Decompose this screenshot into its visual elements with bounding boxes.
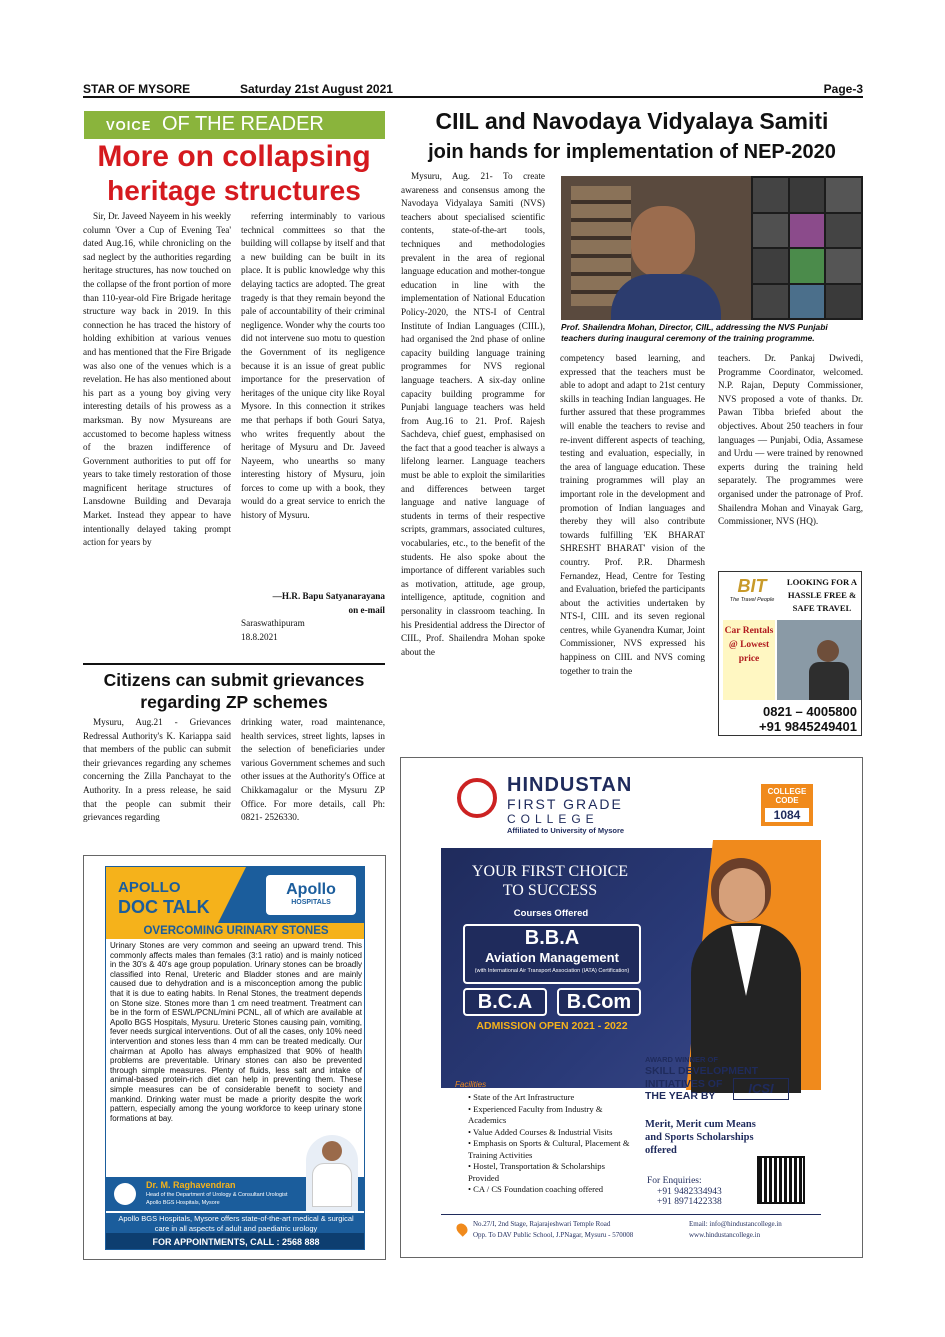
voice-of-reader-banner (84, 111, 385, 139)
apollo-label-1: APOLLO (118, 879, 181, 896)
letter-headline-2: heritage structures (107, 175, 361, 206)
zp-headline-1: Citizens can submit grievances (103, 670, 365, 690)
ciil-col-1: Mysuru, Aug. 21- To create awareness and consensus among the Navodaya Vidyalaya Samiti (NVS) teachers about specialised scientific contents, state-of-the-art tools, techniques and methodologies prevalent in the area of regional language education and mother-tongue education in line with the implementation of National Education Policy-2020, the NTS-I of Central Institute of Indian Languages (CIIL), had organised the 2nd phase of online capacity building language training programmes for NVS regional language teachers. A six-day online capacity building programme for Punjabi language teachers was held from Aug.16 to 21. Prof. Rajesh Sachdeva, chief guest, emphasised on the fact that a good teacher is always a lifelong learner. Language teachers must be able to exploit the similarities and differences between target language and native language of students in terms of their respective scripts, grammars, associated cultures, vocabularies, etc., to the benefit of the students. He also spoke about the importance of different variables such as motivation, attitude, age group, intelligence, aptitude, cognition and personality in classroom teaching. In his Presidential address the Director of CIIL, Prof. Shailendra Mohan spoke about the (401, 171, 545, 657)
merit-text: Merit, Merit cum Means and Sports Scholarships offered (645, 1119, 756, 1156)
apollo-ad (105, 866, 365, 1250)
bit-car-rentals: Car Rentals @ Lowest price (723, 620, 775, 700)
qr-code (759, 1158, 803, 1202)
enquiries: For Enquiries: +91 9482334943 +91 8971422338 (647, 1176, 722, 1207)
page-header (83, 82, 863, 98)
voice-label: OF THE READER (162, 113, 324, 135)
zp-headline-2: regarding ZP schemes (140, 692, 328, 712)
bit-slogan: LOOKING FOR A HASSLE FREE & SAFE TRAVEL (786, 577, 858, 613)
bit-logo: BIT The Travel People (729, 576, 775, 603)
speaker-face (631, 206, 695, 278)
college-name-3: COLLEGE (507, 812, 599, 826)
voice-tag: VOICE (106, 118, 152, 133)
award-title: SKILL DEVELOPMENT INITIATIVES OF THE YEAR BY (645, 1065, 758, 1102)
college-code-badge: COLLEGE CODE 1084 (761, 784, 813, 826)
facility-item: • Hostel, Transportation & Scholarships Provided (468, 1161, 638, 1184)
apollo-body: Urinary Stones are very common and seeing an upward trend. This commonly affects males than females (3:1 ratio) and is mainly noticed in the 30's & 40's age group population. Urinary stones can be broadly classified into Renal, Ureteric and Bladder stones and are mainly caused due to dehydration and is a misconception among the public that it is due to eating habits. In Renal Stones, the treatment depends on Stone size. Stones more than 1 cm need treatment. Treatment can be in the form of ESWL/PCNL/mini PCNL, all of which are available at Apollo BGS Hospitals, Mysuru. Ureteric Stones causing pain, vomiting, fever needs surgical interventions. Out of all the cases, only 10% need intervention and stones less than 4 mm can be treated medically. Our chairman at Apollo has always emphasized that 90% of health problems are preventable. Urinary stones can also be prevented through simple measures. Plenty of fluids, less salt and intake of animal-based protein-rich diet can help in preventing them. These simple measures can be of considerable benefit to society and mankind. Drinking water must be made a priority despite the work pattern, especially among the young workforce to keep urinary stone formations at bay. (110, 941, 362, 1123)
letter-date: 18.8.2021 (241, 631, 278, 642)
course-bba: B.B.A Aviation Management (with International Air Transport Association (IATA) Certification) (463, 924, 641, 984)
ciil-headline-1: CIIL and Navodaya Vidyalaya Samiti (435, 108, 829, 134)
college-email: Email: info@hindustancollege.in (689, 1220, 782, 1228)
college-website: www.hindustancollege.in (689, 1231, 761, 1239)
facility-item: • State of the Art Infrastructure (468, 1092, 638, 1104)
paper-name: STAR OF MYSORE (83, 82, 191, 96)
speaker-shirt (611, 274, 721, 320)
college-emblem-icon (457, 778, 497, 818)
ciil-meeting-photo (561, 176, 863, 320)
zp-col-2: drinking water, road maintenance, health services, street lights, lapses in the selection of beneficiaries under various Government schemes and such other issues at the Authority's Office at Chikkamagalur or the Mysuru ZP Office. For more details, call Ph: 0821- 2526330. (241, 717, 385, 823)
college-address-1: No.27/I, 2nd Stage, Rajarajeshwari Temple Road (473, 1220, 611, 1228)
student-face (719, 868, 765, 922)
letter-author: —H.R. Bapu Satyanarayana (272, 591, 385, 601)
facility-item: • Value Added Courses & Industrial Visits (468, 1127, 638, 1139)
college-footer (441, 1214, 821, 1246)
doctor-name: Dr. M. Raghavendran (146, 1180, 236, 1190)
facilities-list (468, 1092, 638, 1196)
doctor-photo (306, 1135, 358, 1211)
award-label: AWARD WINNER OF (645, 1055, 718, 1064)
location-icon (454, 1221, 470, 1237)
video-tiles (751, 176, 863, 320)
letter-via: on e-mail (348, 604, 385, 615)
facility-item: • Experienced Faculty from Industry & Academics (468, 1104, 638, 1127)
doctor-role: Head of the Department of Urology & Consultant Urologist (146, 1192, 288, 1198)
college-name-1: HINDUSTAN (507, 774, 633, 796)
car-photo (777, 620, 861, 700)
facility-item: • Emphasis on Sports & Cultural, Placement & Training Activities (468, 1138, 638, 1161)
letter-col-2: referring interminably to various technical committees so that the building will collapse by itself and that a new building can be built in its place. It is public knowledge why this delaying tactics are adopted. The great tragedy is that they remain beyond the pale of accountability of their criminal negligence. Wonder why the courts too did not intervene suo motu to question the Government of its negligence because it is an issue of great public importance for the preservation of heritages of the unique city like Royal Mysore. In this connection it strikes me that perhaps if both Gouri Satya, who writes frequently about the heritage of Mysuru and Dr. Javeed Nayeem, who unearths so many interesting history of Mysuru, join forces to come up with a book, they would do a great service to enrich the history of Mysuru. —H.R. Bapu Satyanarayana on e-mail Saraswathipuram 18.8.2021 (241, 210, 385, 660)
apollo-emblem-icon (114, 1183, 136, 1205)
course-bcom: B.Com (557, 988, 641, 1016)
facilities-label: Facilities (455, 1080, 487, 1089)
bit-phones: 0821 – 4005800 +91 9845249401 (759, 704, 857, 734)
apollo-footer-1: Apollo BGS Hospitals, Mysore offers state-of-the-art medical & surgical care in all aspects of adult and paediatric urology (106, 1213, 365, 1233)
rule (83, 663, 385, 665)
icsi-logo: ICSI (733, 1078, 789, 1100)
college-affiliation: Affiliated to University of Mysore (507, 826, 625, 835)
college-address-2: Opp. To DAV Public School, J.PNagar, Mysuru - 570008 (473, 1231, 634, 1239)
apollo-label-2: DOC TALK (118, 897, 210, 917)
college-slogan: YOUR FIRST CHOICE TO SUCCESS (471, 863, 629, 899)
ciil-col-2: competency based learning, and expressed that the teachers must be able to adopt and adapt to 21st century skills in teaching Indian languages. He further assured that these programmes will enable the teachers to revise and re-invent different aspects of teaching, testing and evaluation, especially, in the area of language education. These training programmes will play an important role in the development and promotion of Indian languages and thereby they will also contribute towards fulfilling 'EK BHARAT SHRESHT BHARAT' vision of the country. Prof. P.R. Dharmesh Fernandez, Head, Centre for Testing and Evaluation, briefed the participants about the activities undertaken by NTS-I, CIIL and its seven regional centres, while Gyanendra Kumar, Joint Commissioner, NVS expressed his happiness on CIIL and NVS coming together to train the (560, 353, 705, 676)
page-number: Page-3 (823, 82, 863, 96)
letter-col-1: Sir, Dr. Javeed Nayeem in his weekly column 'Over a Cup of Evening Tea' dated Aug.16, while chronicling on the sad neglect by the authorities regarding heritage structures, has now touched on the collapse of the front portion of more than 110-year-old Fire Brigade heritage structure way back in 2019. In this connection he has traced the history of holding exhibition at various venues and has mentioned that the Fire Brigade was also one of the venues which is a revelation. He has also mentioned about his part as a young boy giving very interesting details of his prowess as a marksman. By now Mysureans are accustomed to become hapless witness of the brazen indifference of Government authorities to put off for years to take timely restoration of those magnificent heritage structures of Lansdowne Building and Devaraja Market. Instead they appear to have intentionally delayed taking prompt action for years by (83, 211, 231, 548)
courses-offered-label: Courses Offered (513, 908, 589, 919)
college-name-2: FIRST GRADE (507, 796, 623, 812)
apollo-footer-2: FOR APPOINTMENTS, CALL : 2568 888 (106, 1233, 365, 1250)
apollo-banner: OVERCOMING URINARY STONES (106, 923, 365, 939)
photo-caption: Prof. Shailendra Mohan, Director, CIIL, addressing the NVS Punjabi teachers during inaugural ceremony of the training programme. (561, 322, 828, 343)
issue-date: Saturday 21st August 2021 (240, 82, 393, 96)
letter-headline-1: More on collapsing (97, 140, 371, 173)
ciil-headline-2: join hands for implementation of NEP-2020 (428, 141, 836, 163)
zp-col-1: Mysuru, Aug.21 - Grievances Redressal Authority's K. Kariappa said that members of the public can submit their grievances regarding any schemes concerning the Zilla Panchayat to the Authority. In a press release, he said that the people can submit their grievances regarding (83, 717, 231, 823)
facility-item: • CA / CS Foundation coaching offered (468, 1184, 638, 1196)
course-bca: B.C.A (463, 988, 547, 1016)
ciil-col-3: teachers. Dr. Pankaj Dwivedi, Programme Coordinator, welcomed. N.P. Rajan, Deputy Commissioner, NVS proposed a vote of thanks. Dr. Pawan Tibba briefed about the objectives. About 250 teachers in four languages — Punjabi, Odia, Assamese and Urdu — were trained by renowned experts during the training held separately. The programmes were organised under the patronage of Prof. Shailendra Mohan and Vinayak Garg, Commissioner, NVS (HQ). (718, 353, 863, 527)
admission-open: ADMISSION OPEN 2021 - 2022 (476, 1020, 628, 1032)
bit-travel-ad (718, 571, 862, 736)
doctor-hospital: Apollo BGS Hospitals, Mysore (146, 1200, 220, 1206)
apollo-logo: Apollo HOSPITALS (266, 875, 356, 915)
letter-place: Saraswathipuram (241, 618, 305, 629)
